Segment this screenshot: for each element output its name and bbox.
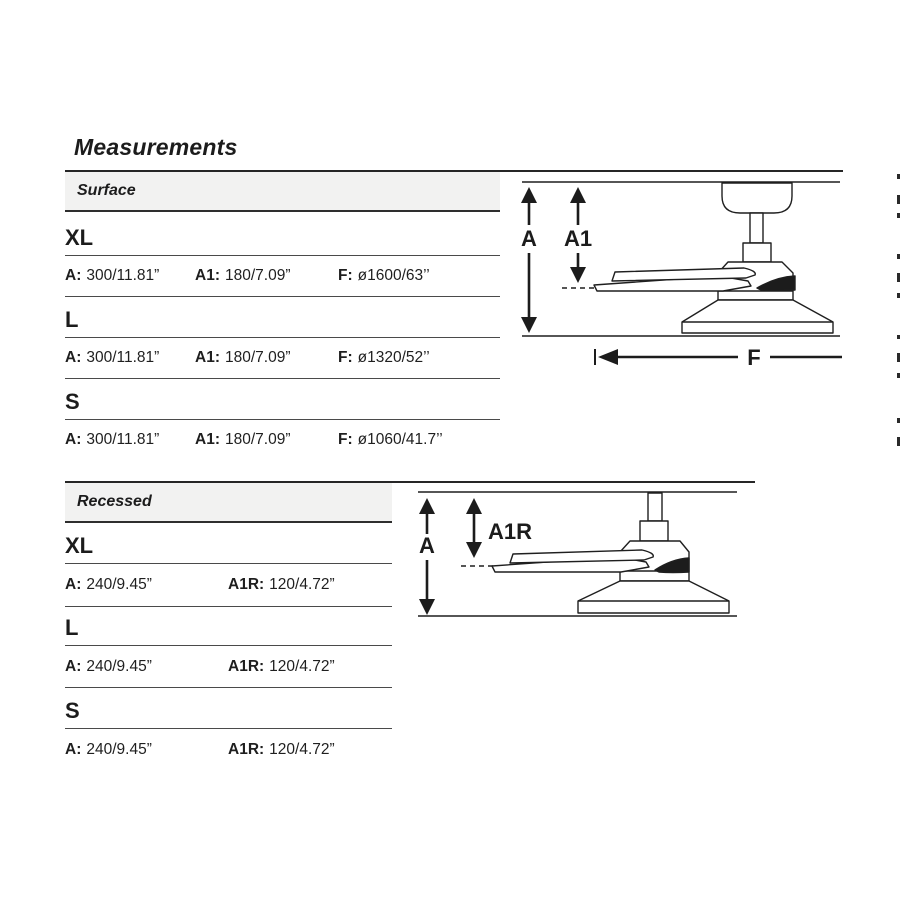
measurement-row bbox=[65, 729, 392, 770]
spec-a1r: A1R: 120/4.72” bbox=[228, 740, 335, 758]
surface-fan-diagram bbox=[520, 165, 850, 380]
spec-a1: A1: 180/7.09” bbox=[195, 349, 291, 366]
size-label: L bbox=[65, 307, 79, 332]
dimension-arrow-a1r bbox=[466, 498, 532, 558]
spec-a: A: 240/9.45” bbox=[65, 740, 152, 758]
spec-a: A: 240/9.45” bbox=[65, 576, 152, 593]
recessed-header-label: Recessed bbox=[77, 493, 152, 510]
label-a: A bbox=[419, 533, 435, 558]
recessed-fan-diagram bbox=[400, 476, 760, 626]
surface-section-header bbox=[65, 172, 500, 210]
size-label: S bbox=[65, 698, 80, 723]
surface-header-label: Surface bbox=[77, 182, 136, 199]
fan-diffuser bbox=[578, 581, 729, 613]
fan-diffuser bbox=[682, 300, 833, 333]
size-row-l bbox=[65, 607, 392, 646]
spec-a: A: 240/9.45” bbox=[65, 657, 152, 675]
measurement-row bbox=[65, 420, 500, 460]
size-label: XL bbox=[65, 533, 94, 558]
spec-a1: A1: 180/7.09” bbox=[195, 431, 291, 448]
size-row-xl bbox=[65, 212, 500, 256]
size-row-xl bbox=[65, 523, 392, 564]
fan-canopy bbox=[722, 183, 792, 213]
size-label: L bbox=[65, 615, 79, 640]
spec-a: A: 300/11.81” bbox=[65, 267, 160, 284]
label-a1: A1 bbox=[563, 226, 593, 251]
fan-downrod bbox=[648, 493, 662, 521]
fan-downrod bbox=[750, 213, 763, 243]
label-a: A bbox=[521, 226, 537, 251]
dimension-arrow-a bbox=[419, 498, 435, 615]
label-f: F bbox=[747, 345, 761, 370]
measurement-row bbox=[65, 646, 392, 688]
measurement-row bbox=[65, 564, 392, 607]
size-row-l bbox=[65, 297, 500, 338]
spec-a1r: A1R: 120/4.72” bbox=[228, 576, 335, 593]
page-title: Measurements bbox=[74, 134, 238, 160]
dimension-arrow-a bbox=[521, 187, 537, 333]
label-a1r: A1R bbox=[488, 519, 533, 544]
spec-a1: A1: 180/7.09” bbox=[195, 267, 291, 284]
spec-f: F: ø1060/41.7’’ bbox=[338, 431, 443, 448]
dimension-arrow-a1 bbox=[564, 187, 592, 283]
dimension-arrow-f bbox=[595, 345, 842, 370]
spec-a1r: A1R: 120/4.72” bbox=[228, 657, 335, 675]
size-row-s bbox=[65, 379, 500, 420]
spec-a: A: 300/11.81” bbox=[65, 349, 160, 366]
spec-a: A: 300/11.81” bbox=[65, 431, 160, 448]
size-label: XL bbox=[65, 225, 94, 250]
spec-f: F: ø1600/63’’ bbox=[338, 267, 430, 284]
fan-coupler bbox=[640, 521, 668, 541]
fan-coupler bbox=[743, 243, 771, 262]
recessed-section-header bbox=[65, 483, 392, 521]
spec-f: F: ø1320/52’’ bbox=[338, 349, 430, 366]
size-label: S bbox=[65, 389, 80, 414]
measurement-row bbox=[65, 256, 500, 297]
measurement-row bbox=[65, 338, 500, 379]
size-row-s bbox=[65, 688, 392, 729]
